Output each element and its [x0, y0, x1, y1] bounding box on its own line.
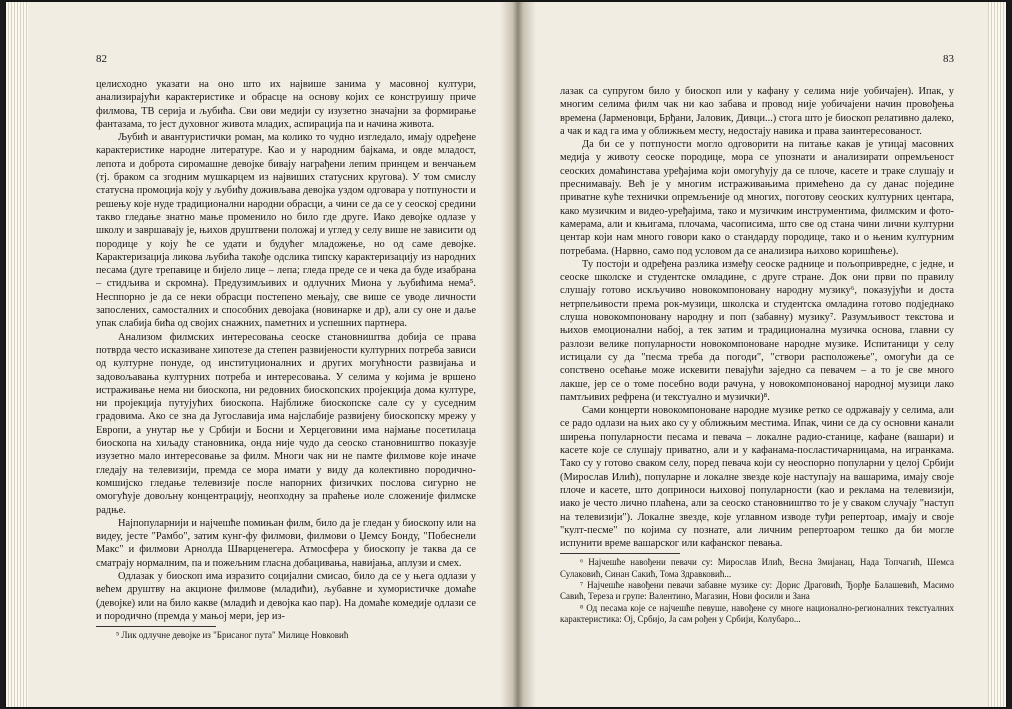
book-gutter	[500, 2, 536, 707]
left-page	[96, 0, 476, 705]
footnote-divider	[96, 626, 216, 627]
paragraph: лазак са супругом било у биоскоп или у кафану у селима није уобичајен). Ипак, у многим селима филм чак ни као забава и провод није уобичајени начин провођења времена (Јарменовци, Брђани, Јаловик, Дивци...) стога што је биоскоп релативно далеко, а чак и кад га има у оближњем месту, недостају навика и права заинтересованост.	[560, 86, 954, 137]
paragraph: Сами концерти новокомпоноване народне музике ретко се одржавају у селима, али се радо одлази на њих ако су у оближњим местима. Ипак, чини се да су основни канали ширења популарности песама и певача – локалне радио-станице, кафане (вашари) и касете које се слушају приватно, али и у кафанама-посластичарницама, на игранкама. Тако су у готово сваком селу, поред певача који су неоспорно популарни у целој Србији (Мирослав Илић), популарне и локалне звезде које наступају на вашарима, имају своје плоче и касете, што доприноси њиховој популарности (као и реклама на телевизији, иако је често лично плаћена, али за сеоско становништво то је у сваком случају "наступ на телевизији"). Локалне звезде, које углавном изводе туђи репертоар, имају и своје "култ-песме" по којима су познате, али личним репертоаром тешко да би могле испунити време вашарског или кафанског певања.	[560, 405, 954, 550]
paragraph: Да би се у потпуности могло одговорити на питање какав је утицај масовних медија у животу сеоске породице, мора се упознати и анализирати опремљеност сеоских домаћинстава уређајима који омогућују да се плоче, касете и траке слушају и преснимавају. Већ је у многим истраживањима примећено да су данас поједине приватне куће технички опремљеније од многих, поготову сеоских културних центара, како музичким и видео-уређајима, тако и музичким инструментима, филмским и фото-камерама, али и књигама, плочама, часописима, што све од стана чини лични културни центар који нам много говори како о стандарду породице, тако и о њеним културним потребама. (Нарвно, само под условом да се анализира њихово коришћење).	[560, 139, 954, 257]
paragraph: Љубић и авантуристички роман, ма колико то чудно изгледало, имају одређене карактеристике народне литературе. Као и у народним бајкама, и овде младост, лепота и доброта сиромашне девојке бивају награђени лепим принцем и венчањем (тј. браком са згодним мушкарцем из највиших статусних кругова). У том смислу статусна промоција коју у љубићу доживљава девојка уздом одговара у потпуности и решењу које нуде традиционални народни обрасци, а чини се да се у сеоској средини такво гледање знатно мање променило но било где друге. Иако девојке одлазе у школу и завршавају је, њихов друштвени положај и углед у селу више не зависити од породице у коју ће се удати и будућег младожење, но од саме девојке. Карактеризација ликова љубића такође одслика типску карактеризацију из народних песама (дуге трепавице и бијело лице – лепа; гледа преде се и чека да буде изабрана – стидљива и скромна). Предузимљивих и одлучних Миона у љубићима нема⁵. Несппорно је да се неки обрасци постепено мењају, све више се уводе личности запослених, самосталних и способних девојака (новинарке и др), али су оне и даље упак слабија бића од својих снажних, паметних и успешних партнера.	[96, 132, 476, 330]
paragraph: Анализом филмских интересовања сеоске становништва добија се права потврда често исказиване хипотезе да степен развијености културних потреба зависи од културне понуде, од институционалних и других могућности развијања и задовољавања културних потреба и интересовања. У селима у којима је вршено истраживање нема ни биоскопа, ни редовних биоскопских пројекција дома културе, ни пројекција путујућих биоскопа. Најближе биоскопске сале су у суседним градовима. Ако се зна да Југославија има најслабије развијену биоскопску мрежу у Европи, а унутар ње у Србији и Босни и Херцеговини има најмање посетилаца биоскопа на хиљаду становника, онда није чудо да сеоско становништво показује изузетно мало интересовање за филм. Многи чак ни не памте филмове које иначе гледају на телевизији, премда се мора имати у виду да колективно породично-комшијско гледање телевизије после напорних физичких послова сигурно не омогућује довољну концентрацију, неопходну за праћење иоле сложеније филмске радње.	[96, 331, 476, 516]
paragraph: Најпопуларнији и најчешће помињан филм, било да је гледан у биоскопу или на видеу, јесте "Рамбо", затим кунг-фу филмови, филмови о Џемсу Бонду, "Побеснели Макс" и филмови Арнолда Шварценегера. Атмосфера у биоскопу је таква да се сматрају нормалним, па и пожељним гласна добацивања, навијања, аплузи и смех.	[96, 517, 476, 569]
page-number-right: 83	[943, 53, 954, 65]
paragraph: целисходно указати на оно што их највише занима у масовној култури, анализирајући карактеристике и обрасце на основу којих се конструишу приче филмова, ТВ серија и љубића. Сви ови медији су изузетно значајни за формирање фантазама, то јест духовног живота младих, аспирација па и начина живота.	[96, 79, 476, 130]
footnotes-left	[96, 630, 476, 641]
right-page-body	[560, 85, 954, 625]
footnote: ⁵ Лик одлучне девојке из "Брисаног пута" Милице Новковић	[116, 630, 349, 641]
page-edges-left	[6, 2, 28, 707]
left-page-body	[96, 78, 476, 641]
page-number-left: 82	[96, 53, 107, 65]
footnote: ⁸ Од песама које се најчешће певуше, навођене су многе национално-регионалних текстуалних карактеристика: Ој, Србијо, Ја сам рођен у Србији, Колубаро...	[560, 602, 954, 624]
footnote-divider	[560, 553, 680, 554]
footnote: ⁶ Најчешће навођени певачи су: Мирослав Илић, Весна Змијанац, Нада Топчагић, Шемса Сулаковић, Синан Сакић, Тома Здравковић...	[560, 557, 954, 579]
footnote: ⁷ Најчешће навођени певачи забавне музике су: Дорис Драговић, Ђорђе Балашевић, Масимо Савић, Тереза и групе: Валентино, Магазин, Нови фосили и Зана	[560, 579, 954, 602]
footnotes-right	[560, 557, 954, 625]
page-edges-right	[988, 2, 1006, 707]
paragraph: Ту постоји и одређена разлика између сеоске раднице и пољопривредне, с једне, и сеоске школске и студентске омладине, с друге стране. Док они први по правилу слушају готово искључиво новокомпоновану народну музику⁶, показујући и доста нетрпељивости према рок-музици, школска и студентска омладина готово подједнако слуша новокомпоновану народну и поп (забавну) музику⁷. Разумљивост текстова и њихов емоционални набој, а тек затим и традиционална музичка основа, главни су разлози велике популарности новокомпоноване народне музике. Испитаници у селу истицали су да "песма треба да погоди", "створи расположење", омогући да се сопствено осећање може искевити певајући заједно са певачем – а то је све много лакше, јер се о томе посебно води рачуна, у новокомпонованој народној музици лако памтљивих рефрена (и текстуално и музички)⁸.	[560, 258, 954, 403]
right-page	[560, 0, 954, 705]
paragraph: Одлазак у биоскоп има изразито социјални смисао, било да се у њега одлази у већем друштву на акционе филмове (младићи), љубавне и хумористичке домаће (девојке) или на било какве (младић и девојка као пар). На домаће комедије одлази се и породично (премда у мањој мери, јер из-	[96, 570, 476, 622]
